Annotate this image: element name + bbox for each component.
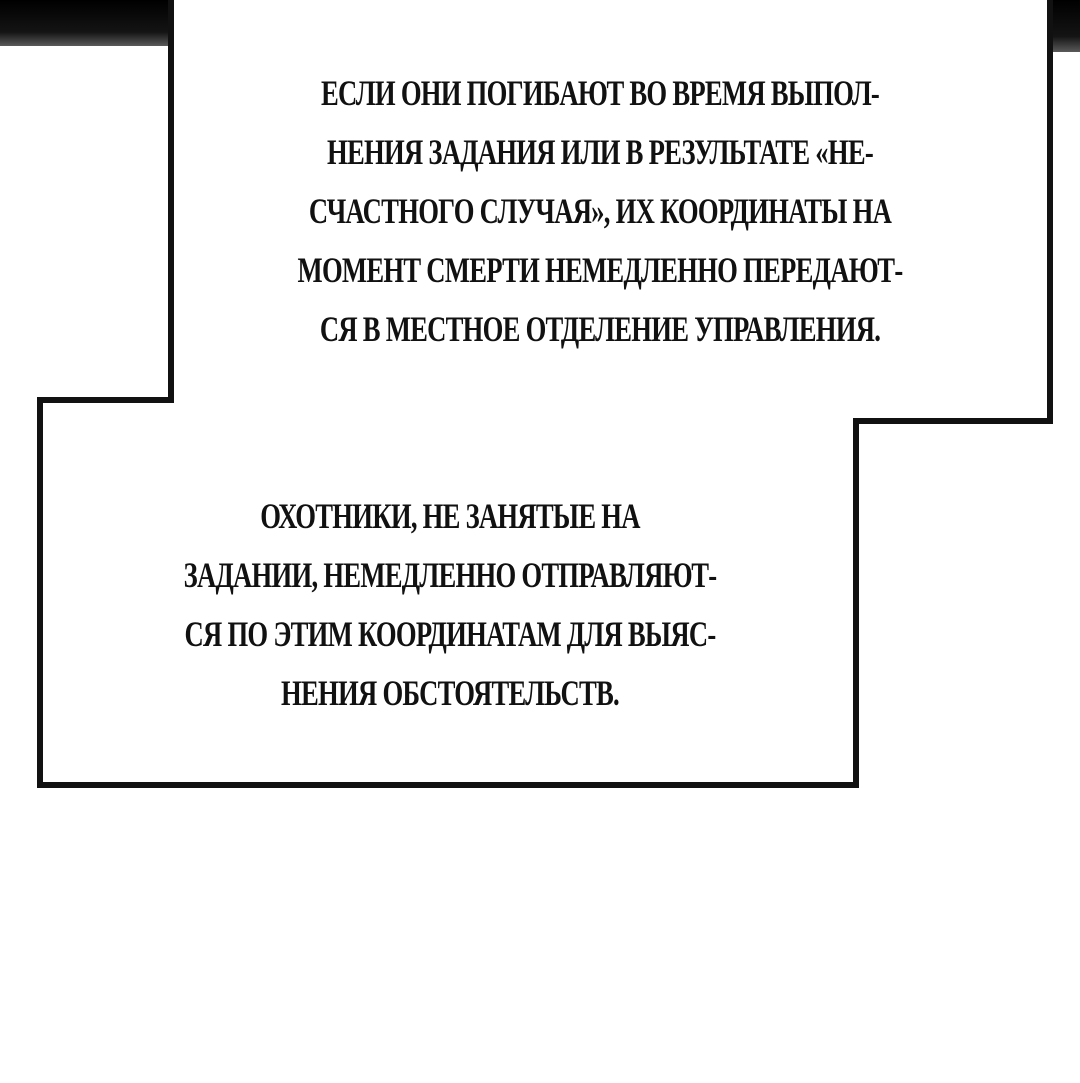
caption-bottom-line: НЕНИЯ ОБСТОЯТЕЛЬСТВ. — [281, 673, 619, 713]
caption-bottom-line: СЯ ПО ЭТИМ КООРДИНАТАМ ДЛЯ ВЫЯС- — [184, 614, 716, 654]
caption-top-line: СЯ В МЕСТНОЕ ОТДЕЛЕНИЕ УПРАВЛЕНИЯ. — [319, 309, 881, 349]
caption-top — [237, 64, 962, 359]
caption-top-line: СЧАСТНОГО СЛУЧАЯ», ИХ КООРДИНАТЫ НА — [308, 191, 892, 231]
caption-top-line: НЕНИЯ ЗАДАНИЯ ИЛИ В РЕЗУЛЬТАТЕ «НЕ- — [326, 132, 874, 172]
caption-top-line: ЕСЛИ ОНИ ПОГИБАЮТ ВО ВРЕМЯ ВЫПОЛ- — [320, 73, 880, 113]
caption-bottom-line: ОХОТНИКИ, НЕ ЗАНЯТЫЕ НА — [260, 496, 640, 536]
caption-top-line: МОМЕНТ СМЕРТИ НЕМЕДЛЕННО ПЕРЕДАЮТ- — [297, 250, 903, 290]
caption-bottom-line: ЗАДАНИИ, НЕМЕДЛЕННО ОТПРАВЛЯЮТ- — [183, 555, 717, 595]
caption-bottom — [117, 487, 783, 723]
